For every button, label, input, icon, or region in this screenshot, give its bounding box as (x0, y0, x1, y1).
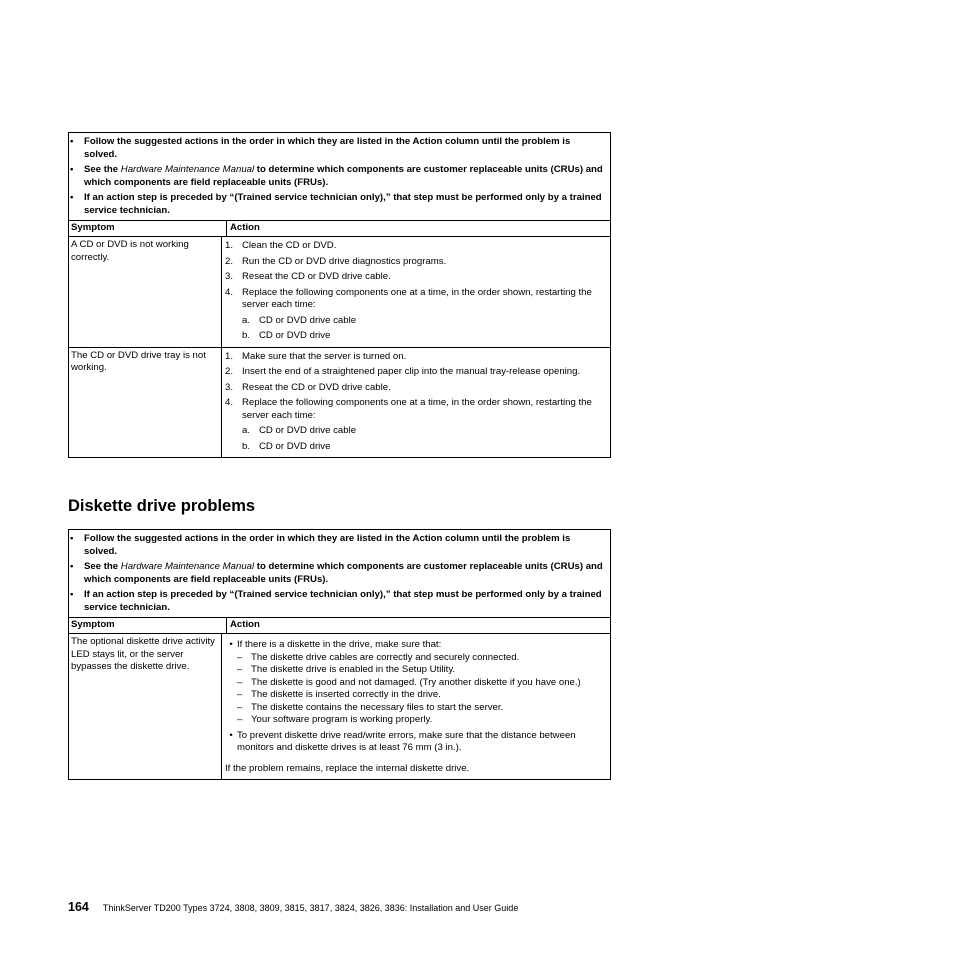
bullet-icon: • (70, 136, 74, 147)
check-item: – The diskette is inserted correctly in the drive. (237, 689, 441, 700)
action-header: Action (230, 619, 260, 630)
check-item: – The diskette drive is enabled in the Setup Utility. (237, 664, 456, 675)
action-substep: b. CD or DVD drive (242, 330, 331, 341)
action-step: 1. Clean the CD or DVD. (225, 240, 337, 251)
action-step: 4. Replace the following components one at a time, in the order shown, restarting the server each time: (225, 286, 592, 310)
cd-dvd-problems-table (68, 132, 611, 458)
note-item (69, 589, 606, 614)
note-item (69, 561, 606, 586)
action-step: 4. Replace the following components one at a time, in the order shown, restarting the server each time: (225, 397, 592, 421)
bullet-icon: • (70, 192, 74, 203)
symptom-cell: The optional diskette drive activity LED stays lit, or the server bypasses the diskette drive. (69, 634, 222, 779)
action-step: 1. Make sure that the server is turned on. (225, 350, 407, 362)
dash-icon: – (237, 714, 243, 725)
bullet-icon: • (70, 164, 74, 175)
section-heading: Diskette drive problems (68, 497, 256, 515)
dash-icon: – (237, 689, 243, 700)
note-text: Follow the suggested actions in the order in which they are listed in the Action column until the problem is solved. (84, 533, 571, 557)
action-step: 2. Run the CD or DVD drive diagnostics programs. (225, 255, 447, 267)
action-bullet: • To prevent diskette drive read/write errors, make sure that the distance between monitors and diskette drives is at least 76 mm (3 in.). (225, 730, 606, 755)
action-header: Action (230, 222, 260, 233)
bullet-icon: • (229, 639, 233, 650)
action-cell (222, 634, 610, 779)
bullet-icon: • (229, 729, 233, 741)
dash-icon: – (237, 701, 243, 713)
closing-note: If the problem remains, replace the internal diskette drive. (225, 762, 470, 774)
table-header (69, 221, 610, 237)
action-substep: a. CD or DVD drive cable (242, 314, 357, 326)
page-footer (68, 900, 518, 914)
note-text: If an action step is preceded by “(Trained service technician only),” that step must be performed only by a trained service technician. (84, 192, 602, 216)
table-notes (69, 133, 610, 221)
note-text: See the (84, 561, 121, 572)
check-item: – Your software program is working properly. (237, 714, 433, 725)
note-item (69, 136, 606, 161)
check-item: – The diskette contains the necessary files to start the server. (237, 701, 504, 713)
note-item (69, 164, 606, 189)
bullet-icon: • (70, 561, 74, 572)
note-text: See the (84, 164, 121, 175)
page-number: 164 (68, 900, 89, 914)
symptom-cell: The CD or DVD drive tray is not working. (69, 348, 222, 458)
note-text: If an action step is preceded by “(Trained service technician only),” that step must be performed only by a trained service technician. (84, 589, 602, 613)
note-text: to determine which components are customer replaceable units (CRUs) and which components are field replaceable units (FRUs). (84, 164, 603, 188)
diskette-problems-table (68, 529, 611, 780)
table-notes (69, 530, 610, 618)
symptom-header: Symptom (69, 221, 227, 236)
table-header (69, 618, 610, 634)
action-step: 2. Insert the end of a straightened paper clip into the manual tray-release opening. (225, 366, 581, 377)
check-item: – The diskette is good and not damaged. (Try another diskette if you have one.) (237, 676, 581, 688)
note-text: Follow the suggested actions in the order in which they are listed in the Action column until the problem is solved. (84, 136, 571, 160)
manual-title: Hardware Maintenance Manual (120, 164, 255, 175)
dash-icon: – (237, 676, 243, 688)
dash-icon: – (237, 664, 243, 675)
footer-title: ThinkServer TD200 Types 3724, 3808, 3809, 3815, 3817, 3824, 3826, 3836: Installation and User Guide (102, 903, 519, 913)
note-item (69, 192, 606, 217)
action-substep: a. CD or DVD drive cable (242, 425, 357, 436)
action-step: 3. Reseat the CD or DVD drive cable. (225, 381, 391, 393)
action-cell (222, 348, 610, 458)
table-row (69, 347, 610, 458)
table-row (69, 237, 610, 347)
action-bullet: • If there is a diskette in the drive, make sure that: (225, 639, 606, 652)
action-substep: b. CD or DVD drive (242, 440, 331, 452)
note-item (69, 533, 606, 558)
check-item: – The diskette drive cables are correctly and securely connected. (237, 651, 520, 663)
dash-icon: – (237, 651, 243, 663)
action-cell (222, 237, 610, 347)
table-row (69, 634, 610, 779)
action-step: 3. Reseat the CD or DVD drive cable. (225, 271, 391, 282)
manual-title: Hardware Maintenance Manual (120, 561, 255, 572)
symptom-header: Symptom (69, 618, 227, 633)
bullet-icon: • (70, 589, 74, 600)
symptom-cell: A CD or DVD is not working correctly. (69, 237, 222, 347)
bullet-icon: • (70, 533, 74, 544)
note-text: to determine which components are customer replaceable units (CRUs) and which components are field replaceable units (FRUs). (84, 561, 603, 585)
